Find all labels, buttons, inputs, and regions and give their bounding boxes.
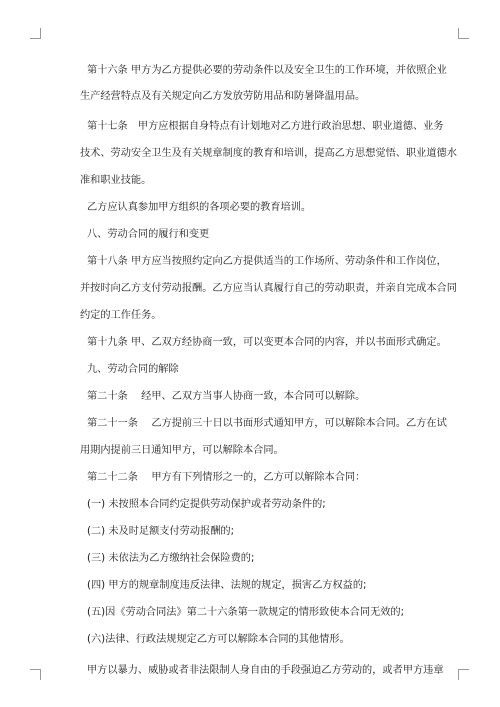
text-line-article-19: 第十九条 甲、乙双方经协商一致，可以变更本合同的内容，并以书面形式确定。 [87,337,447,348]
text-line-violence-clause: 甲方以暴力、威胁或者非法限制人身自由的手段强迫乙方劳动的，或者甲方违章 [87,665,444,676]
crop-mark-top-left [30,28,41,39]
text-line-article-22: 第二十二条 甲方有下列情形之一的，乙方可以解除本合同： [87,472,366,483]
text-line-article-17-c: 准和职业技能。 [80,175,152,186]
text-line-article-21-b: 用期内提前三日通知甲方，可以解除本合同。 [80,445,284,456]
text-line-article-16-a: 第十六条 甲方为乙方提供必要的劳动条件以及安全卫生的工作环境，并依照企业 [87,65,447,76]
text-line-training: 乙方应认真参加甲方组织的各项必要的教育培训。 [87,202,312,213]
list-item-4: (四) 甲方的规章制度违反法律、法规的规定，损害乙方权益的; [87,580,367,591]
crop-mark-bottom-right [458,669,469,680]
text-line-article-18-b: 并按时向乙方支付劳动报酬。乙方应当认真履行自己的劳动职责，并亲自完成本合同 [80,283,457,294]
crop-mark-bottom-left [30,669,41,680]
text-line-article-21-a: 第二十一条 乙方提前三十日以书面形式通知甲方，可以解除本合同。乙方在试 [87,418,447,429]
section-heading-9: 九、劳动合同的解除 [87,364,179,375]
list-item-2: (二) 未及时足额支付劳动报酬的; [87,526,235,537]
list-item-5: (五)因《劳动合同法》第二十六条第一款规定的情形致使本合同无效的; [87,607,405,618]
crop-mark-top-right [458,28,469,39]
list-item-6: (六)法律、行政法规规定乙方可以解除本合同的其他情形。 [87,634,350,645]
list-item-3: (三) 未依法为乙方缴纳社会保险费的; [87,553,255,564]
text-line-article-17-a: 第十七条 甲方应根据自身特点有计划地对乙方进行政治思想、职业道德、业务 [87,121,444,132]
text-line-article-18-c: 约定的工作任务。 [80,310,162,321]
text-line-article-18-a: 第十八条 甲方应当按照约定向乙方提供适当的工作场所、劳动条件和工作岗位， [87,256,447,267]
section-heading-8: 八、劳动合同的履行和变更 [87,229,210,240]
list-item-1: (一) 未按照本合同约定提供劳动保护或者劳动条件的; [87,499,326,510]
text-line-article-20: 第二十条 经甲、乙双方当事人协商一致，本合同可以解除。 [87,391,366,402]
text-line-article-17-b: 技术、劳动安全卫生及有关规章制度的教育和培训，提高乙方思想觉悟、职业道德水 [80,148,457,159]
text-line-article-16-b: 生产经营特点及有关规定向乙方发放劳防用品和防暑降温用品。 [80,91,366,102]
